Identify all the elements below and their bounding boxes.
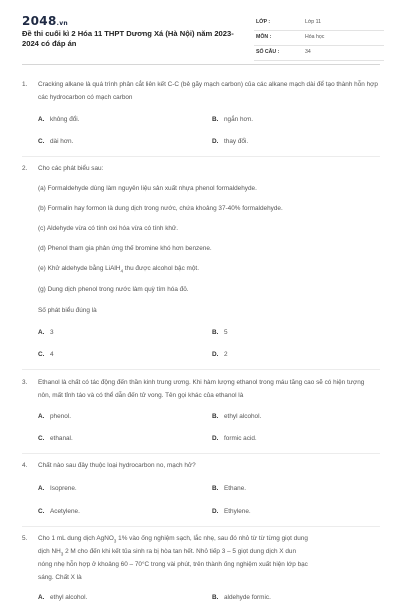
subscript: 3 [113, 538, 117, 544]
option-text: formic acid. [224, 435, 257, 442]
option-text: Ethylene. [224, 508, 251, 515]
question-text: 2 M cho đến khi kết tủa sinh ra bị hòa tan hết. Nhỏ tiếp 3 – 5 giọt dung dịch X dun [63, 548, 296, 555]
statement-c: (c) Aldehyde vừa có tính oxi hóa vừa có tính khử. [38, 225, 179, 232]
meta-value: Hóa học [305, 34, 325, 40]
option-letter: A. [38, 116, 45, 123]
option-letter: B. [212, 594, 219, 601]
option-b[interactable] [212, 485, 246, 492]
option-letter: C. [38, 508, 45, 515]
option-text: phenol. [50, 413, 71, 420]
option-text: Ethane. [224, 485, 247, 492]
option-text: aldehyde formic. [224, 594, 271, 601]
statement-e-text: (e) Khử aldehyde bằng LiAlH [38, 265, 121, 272]
question-text: 1% vào ống nghiệm sạch, lắc nhẹ, sau đó nhỏ từ từ từng giọt dung [116, 535, 308, 542]
option-a[interactable] [38, 485, 77, 492]
question-number: 2. [22, 165, 28, 172]
question-text: Cracking alkane là quá trình phân cắt liên kết C-C (bẻ gãy mạch carbon) của các alkane mạch dài để tạo thành hỗn hợp các hydrocarbon có mạch carbon [38, 81, 378, 101]
option-text: ethyl alcohol. [224, 413, 262, 420]
option-letter: C. [38, 435, 45, 442]
question-divider [22, 156, 380, 157]
question-ask: Số phát biểu đúng là [38, 307, 97, 314]
header-divider [22, 64, 380, 65]
statement-g: (g) Dung dịch phenol trong nước làm quỳ tím hóa đỏ. [38, 286, 189, 293]
question-divider [22, 369, 380, 370]
statement-e-text: thu được alcohol bậc một. [123, 265, 199, 272]
option-text: 2 [224, 351, 228, 358]
option-c[interactable] [38, 435, 73, 442]
option-letter: D. [212, 138, 219, 145]
option-text: Isoprene. [50, 485, 77, 492]
option-letter: B. [212, 485, 219, 492]
option-letter: C. [38, 138, 45, 145]
option-b[interactable] [212, 329, 228, 336]
question-number: 5. [22, 535, 28, 542]
meta-subject [254, 31, 384, 46]
option-text: Acetylene. [50, 508, 80, 515]
option-text: ngắn hơn. [224, 116, 254, 123]
option-letter: D. [212, 508, 219, 515]
question-text: Ethanol là chất có tác động đến thần kinh trung ương. Khi hàm lượng ethanol trong máu tăng cao sẽ có hiện tượng nôn, mất tỉnh táo và có thể dẫn đến tử vong. Tên gọi khác của ethanol là [38, 379, 365, 399]
option-text: ethanal. [50, 435, 73, 442]
question-text: Cho 1 mL dung dịch AgNO [38, 535, 114, 542]
statement-e [38, 265, 378, 273]
option-text: không đổi. [50, 116, 80, 123]
option-letter: B. [212, 329, 219, 336]
option-d[interactable] [212, 351, 228, 358]
meta-count [254, 46, 384, 61]
question-divider [22, 526, 380, 527]
option-letter: A. [38, 594, 45, 601]
option-text: 4 [50, 351, 54, 358]
option-a[interactable] [38, 116, 80, 123]
option-a[interactable] [38, 329, 54, 336]
statement-a: (a) Formaldehyde dùng làm nguyên liệu sản xuất nhựa phenol formaldehyde. [38, 185, 257, 192]
meta-key: SỐ CÂU : [256, 49, 280, 55]
question-number: 3. [22, 379, 28, 386]
option-d[interactable] [212, 138, 248, 145]
question-number: 1. [22, 81, 28, 88]
option-letter: D. [212, 435, 219, 442]
option-text: thay đổi. [224, 138, 249, 145]
option-letter: A. [38, 485, 45, 492]
option-text: dài hơn. [50, 138, 74, 145]
logo-text: 2048 [22, 14, 57, 28]
exam-meta [254, 16, 384, 61]
option-b[interactable] [212, 413, 261, 420]
question-text: Chất nào sau đây thuộc loại hydrocarbon no, mạch hở? [38, 462, 196, 469]
option-letter: B. [212, 413, 219, 420]
option-letter: A. [38, 413, 45, 420]
question-number: 4. [22, 462, 28, 469]
option-d[interactable] [212, 508, 251, 515]
exam-title: Đề thi cuối kì 2 Hóa 11 THPT Dương Xá (Hà Nội) năm 2023-2024 có đáp án [22, 29, 234, 48]
meta-value: Lớp 11 [305, 19, 321, 25]
option-c[interactable] [38, 508, 80, 515]
meta-key: LỚP : [256, 19, 271, 25]
meta-value: 34 [305, 49, 311, 55]
option-text: 3 [50, 329, 54, 336]
header [22, 14, 382, 60]
site-logo[interactable] [22, 14, 68, 28]
question-line [38, 535, 378, 543]
option-b[interactable] [212, 116, 253, 123]
question-divider [22, 453, 380, 454]
subscript: 4 [120, 268, 123, 274]
statement-b: (b) Formalin hay formon là dung dịch trong nước, chứa khoảng 37-40% formaldehyde. [38, 205, 283, 212]
option-text: 5 [224, 329, 228, 336]
option-letter: B. [212, 116, 219, 123]
subscript: 3 [60, 551, 64, 557]
option-c[interactable] [38, 138, 73, 145]
question-intro: Cho các phát biểu sau: [38, 165, 104, 172]
option-d[interactable] [212, 435, 257, 442]
question-line [38, 548, 378, 556]
meta-key: MÔN : [256, 34, 272, 40]
question-line: sáng. Chất X là [38, 574, 82, 581]
question-text: dịch NH [38, 548, 61, 555]
question-line: nóng nhẹ hỗn hợp ở khoảng 60 – 70°C trong vài phút, trên thành ống nghiệm xuất hiện lớp bạc [38, 561, 308, 568]
option-letter: A. [38, 329, 45, 336]
option-a[interactable] [38, 413, 71, 420]
logo-tld: .vn [56, 20, 68, 27]
option-c[interactable] [38, 351, 54, 358]
statement-d: (d) Phenol tham gia phản ứng thế bromine khó hơn benzene. [38, 245, 212, 252]
option-letter: C. [38, 351, 45, 358]
meta-grade [254, 16, 384, 31]
option-text: ethyl alcohol. [50, 594, 88, 601]
option-letter: D. [212, 351, 219, 358]
